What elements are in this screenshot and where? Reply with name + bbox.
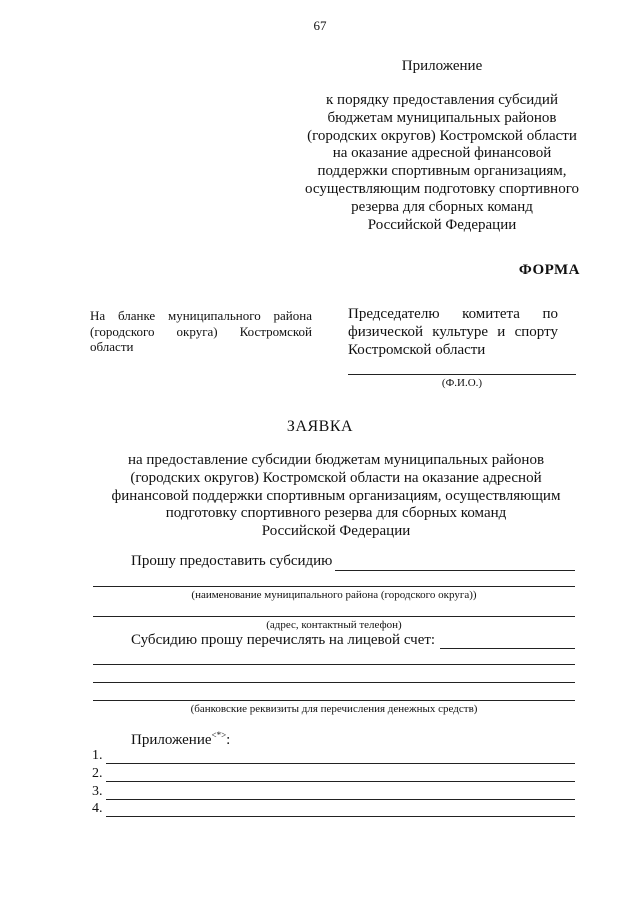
subtitle-line: (городских округов) Костромской области на оказание адресной (130, 469, 542, 486)
account-field[interactable] (440, 648, 575, 649)
letterhead-word: района (273, 308, 312, 323)
form-label: ФОРМА (518, 262, 580, 278)
municipality-caption: (наименование муниципального района (городского округа)) (191, 589, 477, 601)
attachment-field-3[interactable] (106, 799, 575, 800)
subtitle-line: подготовку спортивного резерва для сборных команд (165, 505, 507, 522)
appendix-line: поддержки спортивным организациям, (317, 163, 567, 180)
municipality-field[interactable] (93, 586, 575, 587)
transfer-text: Субсидию прошу перечислять на лицевой счет: (131, 632, 436, 648)
bank-details-line-3[interactable] (93, 700, 575, 701)
letterhead-word: бланке (117, 308, 156, 323)
addressee-word: и (497, 323, 506, 340)
addressee-word: Председателю (348, 306, 440, 322)
request-text: Прошу предоставить субсидию (131, 553, 333, 569)
attachment-field-1[interactable] (106, 763, 575, 764)
letterhead-line (90, 324, 312, 340)
addressee-line (348, 324, 558, 342)
letterhead-word: (городского (90, 323, 155, 339)
appendix-line: осуществляющим подготовку спортивного (305, 180, 579, 197)
address-field[interactable] (93, 616, 575, 617)
bank-caption: (банковские реквизиты для перечисления денежных средств) (190, 703, 478, 715)
appendix-line: на оказание адресной финансовой (332, 145, 552, 162)
addressee-word: по (542, 306, 558, 322)
appendix-line: Российской Федерации (367, 216, 517, 233)
addressee-word: спорту (514, 323, 558, 340)
document-title: ЗАЯВКА (286, 418, 354, 435)
addressee-line (348, 306, 558, 324)
attachment-number: 2. (92, 766, 103, 781)
attachment-field-4[interactable] (106, 816, 575, 817)
bank-details-line-1[interactable] (93, 664, 575, 665)
letterhead-word: округа) (176, 323, 218, 339)
attachment-field-2[interactable] (106, 781, 575, 782)
subtitle-line: финансовой поддержки спортивным организациям, осуществляющим (111, 487, 561, 504)
appendix-line: к порядку предоставления субсидий (326, 92, 558, 108)
fio-caption: (Ф.И.О.) (441, 377, 483, 389)
addressee-word: комитета (462, 306, 520, 322)
appendix-line: (городских округов) Костромской области (307, 127, 577, 144)
appendix-line: бюджетам муниципальных районов (327, 109, 557, 126)
subsidy-field[interactable] (335, 570, 575, 571)
address-caption: (адрес, контактный телефон) (266, 619, 402, 631)
appendix-line: резерва для сборных команд (351, 198, 533, 215)
subtitle-line: Российской Федерации (261, 523, 411, 540)
fio-line[interactable] (348, 374, 576, 375)
letterhead-word: муниципального (167, 308, 261, 323)
appendix-title: Приложение (401, 58, 483, 74)
letterhead-line (90, 308, 312, 324)
attachments-label-text: Приложение (131, 732, 212, 748)
bank-details-line-2[interactable] (93, 682, 575, 683)
letterhead-word: Костромской (239, 323, 312, 339)
attachment-number: 1. (92, 748, 103, 763)
attachments-label (131, 732, 230, 749)
attachments-colon: : (226, 732, 231, 748)
subtitle-line: на предоставление субсидии бюджетам муниципальных районов (127, 452, 545, 468)
appendix-reference (300, 92, 584, 234)
footnote-mark: <*> (211, 730, 227, 740)
attachment-number: 3. (92, 784, 103, 799)
addressee-word: культуре (432, 323, 488, 340)
addressee-block (348, 306, 558, 359)
letterhead-line: области (90, 339, 134, 354)
attachment-number: 4. (92, 801, 103, 816)
addressee-word: физической (348, 323, 423, 340)
document-subtitle (90, 452, 582, 541)
letterhead-word: На (90, 308, 106, 323)
letterhead-note (90, 308, 312, 355)
addressee-line: Костромской области (348, 341, 486, 358)
page-number: 67 (313, 18, 327, 33)
